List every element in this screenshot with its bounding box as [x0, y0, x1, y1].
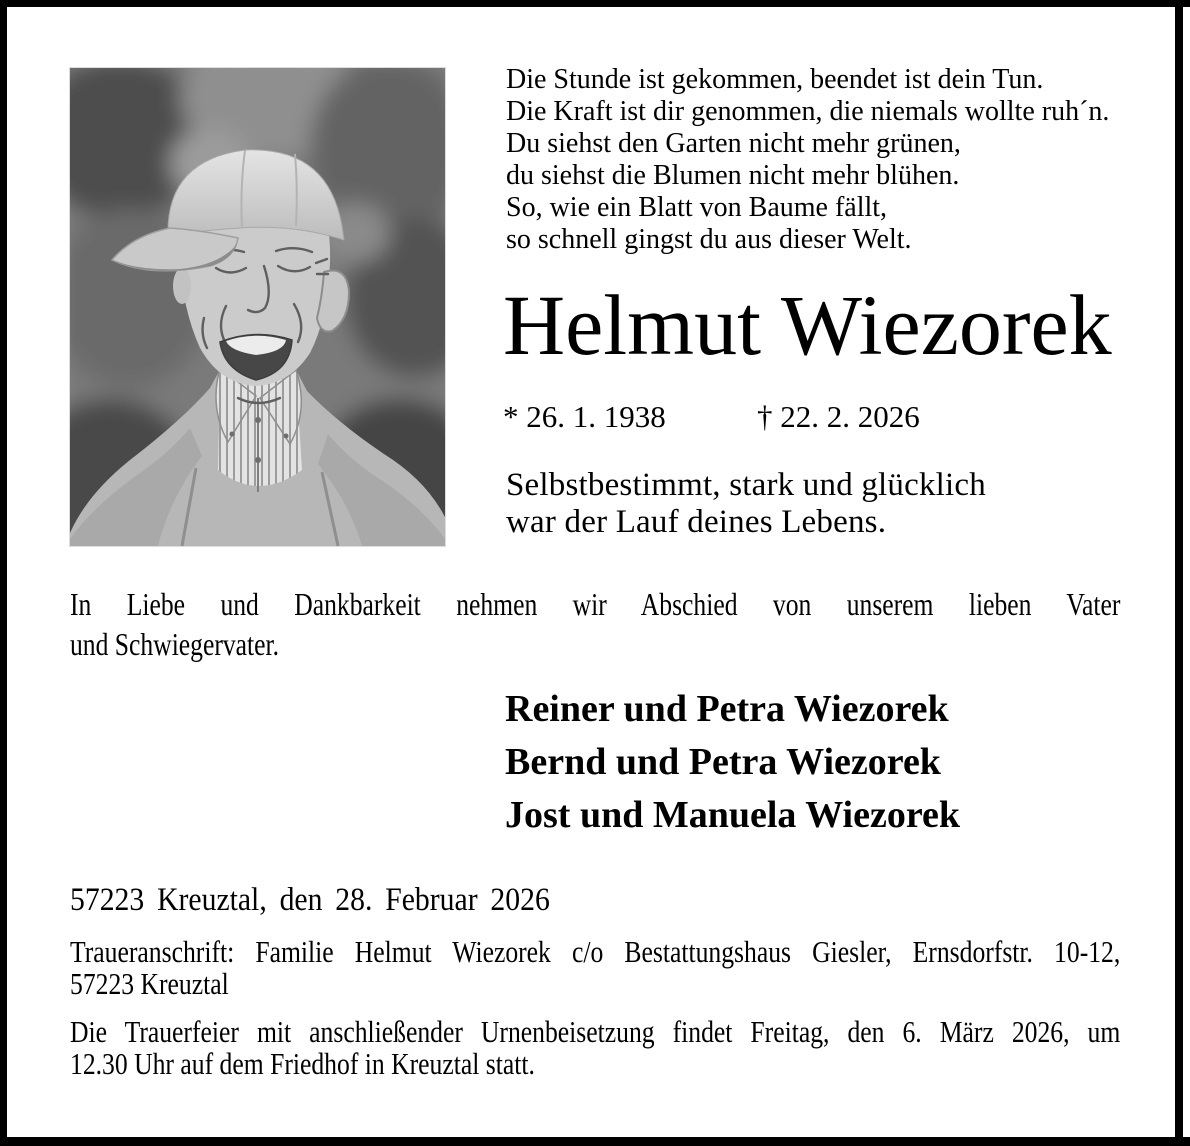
poem-line: So, wie ein Blatt von Baume fällt, [506, 192, 888, 223]
motto-line: Selbstbestimmt, stark und glücklich [506, 467, 986, 503]
farewell-paragraph [70, 584, 1120, 664]
poem-block [506, 64, 1109, 256]
frame-top-bar [0, 0, 1190, 7]
frame-left-border [0, 0, 7, 1146]
portrait-photo [70, 68, 445, 546]
poem-line: Du siehst den Garten nicht mehr grünen, [506, 128, 961, 159]
motto-block [506, 467, 986, 541]
deceased-name: Helmut Wiezorek [503, 277, 1112, 373]
frame-right-border [1175, 0, 1183, 1146]
poem-line: so schnell gingst du aus dieser Welt. [506, 224, 912, 255]
farewell-line: In Liebe und Dankbarkeit nehmen wir Abschied von unserem lieben Vater [70, 586, 1121, 622]
funeral-line: Die Trauerfeier mit anschließender Urnenbeisetzung findet Freitag, den 6. März 2026, um [70, 1014, 1121, 1049]
mourner-name: Bernd und Petra Wiezorek [505, 741, 941, 783]
condolence-line: Traueranschrift: Familie Helmut Wiezorek c/o Bestattungshaus Giesler, Ernsdorfstr. 10-12, [70, 934, 1121, 969]
funeral-info [70, 1016, 1120, 1080]
condolence-address [70, 936, 1120, 1000]
poem-line: du siehst die Blumen nicht mehr blühen. [506, 160, 960, 191]
left-ear [173, 268, 191, 304]
poem-line: Die Kraft ist dir genommen, die niemals wollte ruh´n. [506, 96, 1110, 127]
frame-bottom-bar [0, 1137, 1190, 1146]
mourners-block [505, 683, 960, 842]
place-date-line: 57223 Kreuztal, den 28. Februar 2026 [70, 882, 550, 918]
portrait-photo-illustration [70, 68, 445, 546]
birth-date: * 26. 1. 1938 [503, 399, 666, 434]
motto-line: war der Lauf deines Lebens. [506, 504, 887, 540]
condolence-line: 57223 Kreuztal [70, 966, 229, 1001]
striped-shirt [216, 368, 302, 492]
death-date: † 22. 2. 2026 [757, 399, 920, 434]
life-dates [503, 400, 920, 434]
mourner-name: Jost und Manuela Wiezorek [505, 794, 960, 836]
funeral-line: 12.30 Uhr auf dem Friedhof in Kreuztal statt. [70, 1046, 535, 1081]
farewell-line: und Schwiegervater. [70, 626, 279, 662]
poem-line: Die Stunde ist gekommen, beendet ist dein Tun. [506, 64, 1044, 95]
mourner-name: Reiner und Petra Wiezorek [505, 688, 949, 730]
